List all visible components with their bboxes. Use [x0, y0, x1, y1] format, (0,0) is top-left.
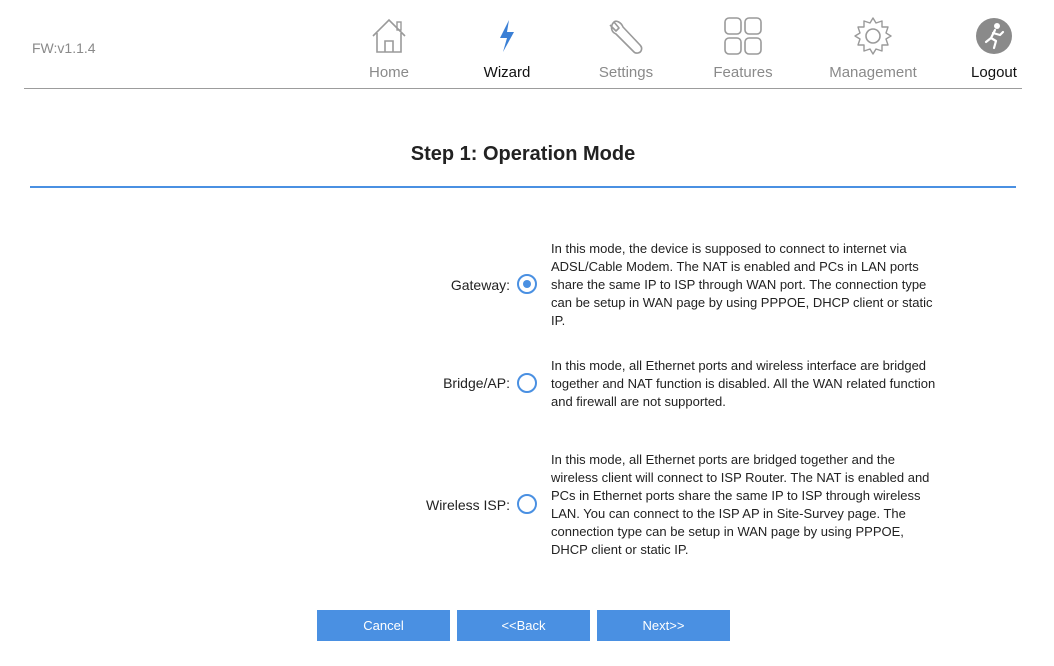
- option-label: Bridge/AP:: [443, 375, 510, 391]
- description-line: can be setup in WAN page by using PPPOE, DHCP client or static: [551, 295, 933, 310]
- cancel-button[interactable]: Cancel: [317, 610, 450, 641]
- next-button[interactable]: Next>>: [597, 610, 730, 641]
- nav-home[interactable]: [334, 10, 444, 86]
- description-line: share the same IP to ISP through WAN port. The connection type: [551, 277, 927, 292]
- header-divider: [24, 88, 1022, 89]
- title-divider: [30, 186, 1016, 188]
- description-line: together and NAT function is disabled. All the WAN related function: [551, 376, 936, 391]
- nav-wizard[interactable]: [452, 10, 562, 86]
- description-line: LAN. You can connect to the ISP AP in Site-Survey page. The: [551, 506, 906, 521]
- nav-wizard-label: Wizard: [483, 64, 531, 81]
- nav-logout[interactable]: [939, 10, 1049, 86]
- option-description: [551, 240, 1013, 330]
- description-line: PCs in Ethernet ports share the same IP to ISP through wireless: [551, 488, 921, 503]
- nav-settings-label: Settings: [598, 64, 654, 81]
- wrench-icon: [604, 14, 648, 58]
- nav-features-label: Features: [713, 64, 773, 81]
- nav-features[interactable]: [688, 10, 798, 86]
- gear-icon: [851, 14, 895, 58]
- option-description: [551, 451, 1013, 559]
- description-line: In this mode, all Ethernet ports are bridged together and the: [551, 452, 895, 467]
- running-person-icon: [972, 14, 1016, 58]
- firmware-version: FW:v1.1.4: [32, 40, 96, 56]
- radio-bridge-ap[interactable]: [517, 373, 537, 393]
- back-button[interactable]: <<Back: [457, 610, 590, 641]
- description-line: ADSL/Cable Modem. The NAT is enabled and PCs in LAN ports: [551, 259, 919, 274]
- description-line: IP.: [551, 313, 566, 328]
- option-label: Wireless ISP:: [425, 497, 510, 513]
- description-line: connection type can be setup in WAN page by using PPPOE,: [551, 524, 904, 539]
- house-icon: [367, 14, 411, 58]
- nav-home-label: Home: [368, 64, 409, 81]
- page-title: Step 1: Operation Mode: [410, 143, 636, 165]
- description-line: DHCP client or static IP.: [551, 542, 689, 557]
- description-line: In this mode, all Ethernet ports and wireless interface are bridged: [551, 358, 927, 373]
- nav-settings[interactable]: [571, 10, 681, 86]
- radio-gateway[interactable]: [517, 274, 537, 294]
- description-line: and firewall are not supported.: [551, 394, 726, 409]
- radio-wireless-isp[interactable]: [517, 494, 537, 514]
- lightning-icon: [485, 14, 529, 58]
- top-navigation: [0, 10, 1054, 86]
- nav-logout-label: Logout: [971, 64, 1017, 81]
- description-line: In this mode, the device is supposed to connect to internet via: [551, 241, 907, 256]
- grid-icon: [721, 14, 765, 58]
- option-description: [551, 357, 1013, 411]
- nav-management-label: Management: [829, 64, 917, 81]
- description-line: wireless client will connect to ISP Router. The NAT is enabled and: [551, 470, 930, 485]
- nav-management[interactable]: [818, 10, 928, 86]
- option-label: Gateway:: [450, 277, 510, 293]
